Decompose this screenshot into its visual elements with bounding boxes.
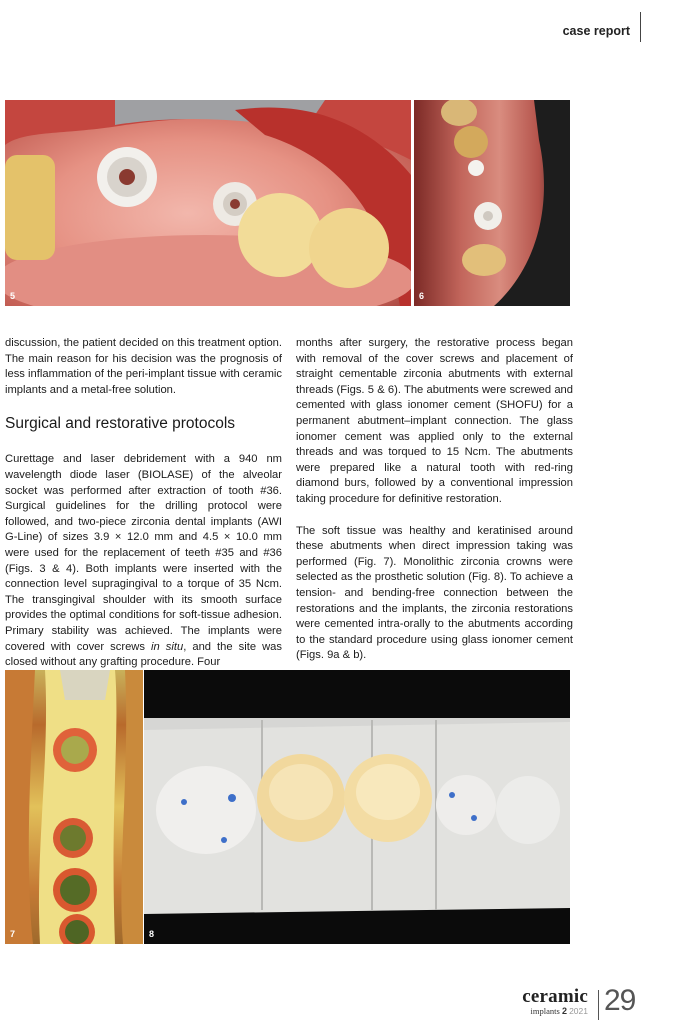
brand-sub-label: implants [530,1006,560,1016]
restorative-paragraph: months after surgery, the restorative process began with removal of the cover screws and placement of straight cementable zirconia abutments with external threads (Figs. 5 & 6). The abutments were screwed and cemented with glass ionomer cement (SHOFU) for a permanent abutment–implant connection. The glass ionomer cement was applied only to the external threads and was torqued to 15 Ncm. The abutments were prepared like a natural tooth with red-ring diamond burs, followed by a conventional impression taking procedure for definitive restoration. [296,337,573,505]
figure-6-photo [414,100,570,306]
surgical-paragraph [5,452,282,670]
intro-paragraph: discussion, the patient decided on this treatment option. The main reason for his decision was the prognosis of less inflammation of the peri-implant tissue with ceramic implants and a metal-free solution. [5,337,282,396]
section-tag: case report [562,24,630,38]
figure-6-illustration [414,100,570,306]
figure-8-photo [144,670,570,944]
section-heading: Surgical and restorative protocols [5,415,236,433]
figure-7-photo [5,670,143,944]
brand-subtitle [520,1006,588,1016]
page-number: 29 [604,984,636,1017]
soft-tissue-paragraph: The soft tissue was healthy and keratinised around these abutments when direct impression taking was performed (Fig. 7). Monolithic zirconia crowns were selected as the prosthetic solution (Fig. 8). To achieve a tension- and bending-free connection between the restorations and the implants, the zirconia restorations were cemented intra-orally to the abutments according to the standard procedure using glass ionomer cement (Figs. 9a & b). [296,524,573,662]
footer-divider [598,990,599,1020]
surgical-text-part-1: Curettage and laser debridement with a 940 nm wavelength diode laser (BIOLASE) of the alveolar socket was performed after extraction of tooth #36. Surgical guidelines for the drilling protocol were followed, and two-piece zirconia dental implants (AWI G-Line) of sizes 3.9 × 12.0 mm and 4.5 × 10.0 mm were used for the replacement of teeth #35 and #36 (Figs. 3 & 4). Both implants were inserted with the connection level supragingival to a torque of 35 Ncm. The transgingival shoulder with its smooth surface provides the optimal conditions for soft-tissue adhesion. Primary stability was achieved. The implants were covered with cover screws [5,453,282,653]
text-column-left [5,336,282,687]
magazine-brand [520,988,588,1016]
figure-5-number: 5 [10,291,16,301]
brand-name: ceramic [522,986,588,1007]
issue-year: 2021 [569,1006,588,1016]
text-column-right [296,336,573,680]
figure-8-number: 8 [149,929,155,939]
figure-8-illustration [144,670,570,944]
figure-5-photo [5,100,411,306]
figure-7-illustration [5,670,143,944]
header-divider [640,12,641,42]
figure-7-number: 7 [10,929,16,939]
surgical-text-part-2: , and the site was closed without any grafting procedure. Four [5,640,282,669]
surgical-text-emphasis: in situ [151,640,184,653]
issue-number: 2 [561,1006,567,1016]
figure-5-illustration [5,100,411,306]
figure-6-number: 6 [419,291,425,301]
